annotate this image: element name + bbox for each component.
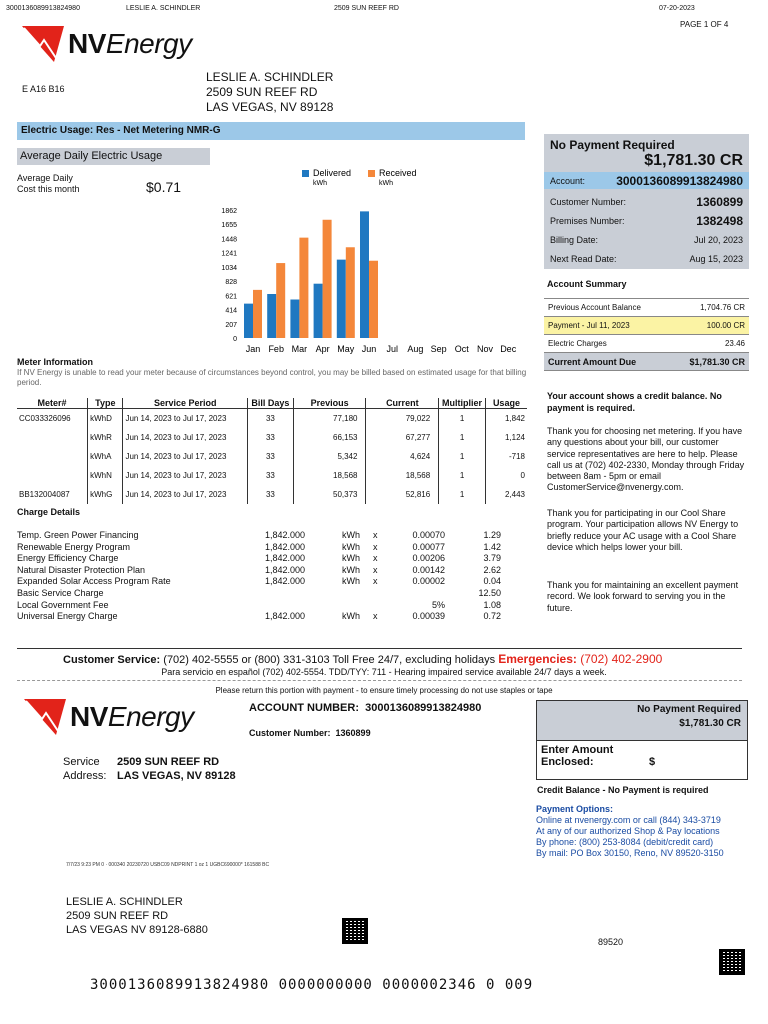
avg-daily-heading: Average Daily Electric Usage bbox=[17, 148, 210, 165]
summary-amount: $1,781.30 CR bbox=[644, 152, 743, 169]
charge-label: Energy Efficiency Charge bbox=[17, 553, 119, 564]
col-type: Type bbox=[88, 398, 123, 409]
x-tick-label: Apr bbox=[315, 344, 330, 354]
meter-cell: Jun 14, 2023 to Jul 17, 2023 bbox=[123, 428, 248, 447]
meter-cell: BB132004087 bbox=[19, 489, 70, 499]
charge-unit: kWh bbox=[342, 541, 360, 552]
return-note: Please return this portion with payment - to ensure timely processing do not use staples or tape bbox=[215, 686, 553, 695]
y-tick-label: 1241 bbox=[221, 250, 237, 258]
stub-payment-header bbox=[537, 701, 747, 741]
charge-rate: 0.00077 bbox=[412, 541, 445, 552]
summary-detail-row bbox=[550, 211, 743, 230]
y-tick-label: 1448 bbox=[221, 236, 237, 244]
summary-detail-row bbox=[550, 230, 743, 249]
x-tick-label: Nov bbox=[476, 344, 494, 354]
meter-cell: 1 bbox=[439, 466, 486, 485]
avg-daily-label-1: Average Daily bbox=[17, 173, 73, 183]
charge-label: Local Government Fee bbox=[17, 599, 109, 610]
col-usage: Usage bbox=[485, 398, 527, 409]
summary-box bbox=[544, 134, 749, 269]
charge-qty: 1,842.000 bbox=[264, 611, 305, 622]
charge-qty: 1,842.000 bbox=[264, 564, 305, 575]
account-summary-table bbox=[544, 298, 749, 371]
tear-line bbox=[17, 680, 742, 681]
stub-credit-note: Credit Balance - No Payment is required bbox=[537, 785, 709, 795]
payment-option: Online at nvenergy.com or call (844) 343-3719 bbox=[536, 815, 721, 825]
bar-delivered bbox=[244, 304, 253, 338]
meter-cell: 18,568 bbox=[366, 466, 439, 485]
header-name: LESLIE A. SCHINDLER bbox=[126, 5, 201, 12]
meter-table-row bbox=[17, 409, 527, 428]
meter-cell: 33 bbox=[248, 447, 294, 466]
charge-amount: 0.04 bbox=[483, 576, 501, 587]
meter-cell: kWhN bbox=[88, 466, 123, 485]
meter-cell: 4,624 bbox=[366, 447, 439, 466]
meter-table bbox=[17, 398, 527, 504]
meter-table-row bbox=[17, 466, 527, 485]
stub-logo-triangle-icon bbox=[22, 697, 68, 737]
charge-rate: 5% bbox=[431, 599, 445, 610]
bar-received bbox=[299, 238, 308, 338]
charge-unit: kWh bbox=[342, 530, 360, 540]
legend-received-swatch bbox=[368, 170, 375, 177]
charge-unit: kWh bbox=[342, 553, 360, 564]
charge-unit: kWh bbox=[342, 564, 360, 575]
y-tick-label: 0 bbox=[233, 336, 237, 343]
meter-cell: kWhR bbox=[88, 428, 123, 447]
payment-option: At any of our authorized Shop & Pay locations bbox=[536, 826, 720, 836]
stub-account-number-line bbox=[249, 702, 481, 714]
x-tick-label: May bbox=[337, 344, 355, 354]
summary-detail-label: Customer Number: bbox=[550, 196, 627, 207]
meter-cell: Jun 14, 2023 to Jul 17, 2023 bbox=[123, 409, 248, 428]
meter-cell: 1 bbox=[439, 447, 486, 466]
mailing-name: LESLIE A. SCHINDLER bbox=[206, 70, 334, 84]
col-meter: Meter# bbox=[17, 398, 88, 409]
meter-cell bbox=[17, 447, 88, 466]
bar-received bbox=[253, 290, 262, 338]
col-current: Current bbox=[366, 398, 439, 409]
payment-options-list bbox=[536, 815, 724, 859]
cool-share-message: Thank you for participating in our Cool Share program. Your participation allows NV Energy to briefly reduce your AC usage with a Cool Share device which helps lower your bill. bbox=[547, 508, 739, 552]
stub-enter-amount[interactable] bbox=[537, 741, 747, 771]
charge-x: x bbox=[373, 576, 378, 587]
stub-logo-nv-text: NV bbox=[70, 701, 108, 732]
meter-table-row bbox=[17, 485, 527, 504]
charge-rate: 0.00002 bbox=[412, 576, 445, 587]
stub-service-address bbox=[63, 755, 236, 783]
emergencies-label: Emergencies: bbox=[498, 652, 577, 666]
bar-delivered bbox=[314, 284, 323, 338]
y-tick-label: 1862 bbox=[221, 208, 237, 215]
meter-cell: 33 bbox=[248, 428, 294, 447]
summary-detail-row bbox=[550, 249, 743, 268]
bar-delivered bbox=[267, 294, 276, 338]
y-tick-label: 414 bbox=[225, 307, 237, 315]
logo-nv-text: NV bbox=[68, 28, 106, 59]
charge-x: x bbox=[373, 541, 378, 552]
meter-cell: Jun 14, 2023 to Jul 17, 2023 bbox=[123, 447, 248, 466]
charge-label: Temp. Green Power Financing bbox=[17, 530, 139, 540]
stub-logo-energy-text: Energy bbox=[107, 701, 194, 732]
header-account-ref: 3000136089913824980 bbox=[6, 5, 80, 12]
charge-row bbox=[17, 530, 527, 542]
meter-cell: 33 bbox=[248, 485, 294, 504]
meter-cell: 52,816 bbox=[366, 485, 439, 504]
summary-detail-row bbox=[550, 192, 743, 211]
bar-received bbox=[369, 261, 378, 338]
legend-delivered-label: Delivered bbox=[313, 168, 352, 178]
meter-cell: Jun 14, 2023 to Jul 17, 2023 bbox=[123, 466, 248, 485]
meter-info-heading: Meter Information bbox=[17, 357, 94, 367]
stub-service-city: LAS VEGAS, NV 89128 bbox=[117, 770, 236, 782]
electric-charges-label: Electric Charges bbox=[548, 339, 607, 348]
mailing-street: 2509 SUN REEF RD bbox=[206, 85, 318, 99]
summary-account-number: 3000136089913824980 bbox=[616, 173, 743, 188]
qr-code-icon bbox=[342, 918, 368, 944]
charge-row bbox=[17, 588, 527, 600]
summary-detail-label: Next Read Date: bbox=[550, 253, 617, 264]
charge-x: x bbox=[373, 611, 378, 622]
charge-row bbox=[17, 565, 527, 577]
meter-cell: kWhD bbox=[88, 409, 123, 428]
charge-qty: 1,842.000 bbox=[264, 553, 305, 564]
summary-account-row bbox=[544, 172, 749, 189]
charge-rate: 0.00070 bbox=[412, 530, 445, 540]
charge-rate: 0.00039 bbox=[412, 611, 445, 622]
header-date: 07-20-2023 bbox=[659, 5, 695, 12]
summary-row-previous bbox=[544, 299, 749, 317]
payment-option: By mail: PO Box 30150, Reno, NV 89520-3150 bbox=[536, 848, 724, 858]
payment-option: By phone: (800) 253-8084 (debit/credit card) bbox=[536, 837, 714, 847]
col-previous: Previous bbox=[293, 398, 366, 409]
enter-amount-label bbox=[541, 744, 649, 768]
charge-label: Universal Energy Charge bbox=[17, 611, 118, 622]
summary-row-payment bbox=[544, 317, 749, 335]
page-number: PAGE 1 OF 4 bbox=[680, 20, 729, 29]
charge-amount: 12.50 bbox=[478, 587, 501, 598]
charge-label: Expanded Solar Access Program Rate bbox=[17, 576, 171, 587]
meter-cell: 18,568 bbox=[293, 466, 366, 485]
meter-table-header bbox=[17, 398, 527, 409]
dollar-sign: $ bbox=[649, 756, 656, 768]
summary-detail-value: Jul 20, 2023 bbox=[693, 234, 743, 245]
x-tick-label: Dec bbox=[500, 344, 517, 354]
x-tick-label: Jan bbox=[245, 344, 261, 354]
stub-service-street: 2509 SUN REEF RD bbox=[117, 756, 220, 768]
emergencies bbox=[498, 652, 662, 666]
logo-energy-text: Energy bbox=[105, 28, 192, 59]
net-metering-message: Thank you for choosing net metering. If you have any questions about your bill, our customer service representatives are here to help. Please call us at (702) 402-2330, Monday through Friday between 8am - 5pm or email CustomerService@nvenergy.com. bbox=[547, 426, 745, 493]
legend-delivered-swatch bbox=[302, 170, 309, 177]
charge-row bbox=[17, 600, 527, 612]
avg-daily-label-2: Cost this month bbox=[17, 184, 80, 194]
bar-delivered bbox=[360, 211, 369, 338]
meter-cell: 33 bbox=[248, 409, 294, 428]
emergencies-number: (702) 402-2900 bbox=[580, 652, 663, 666]
bar-received bbox=[346, 247, 355, 338]
stub-account-label: ACCOUNT NUMBER: bbox=[249, 702, 359, 714]
prev-balance-value: 1,704.76 CR bbox=[700, 303, 745, 312]
meter-table-row bbox=[17, 447, 527, 466]
meter-cell: 77,180 bbox=[293, 409, 366, 428]
stub-service-label: Service bbox=[63, 756, 100, 768]
usage-title-bar: Electric Usage: Res - Net Metering NMR-G bbox=[17, 122, 525, 140]
legend-received-label: Received bbox=[379, 168, 417, 178]
charge-row bbox=[17, 576, 527, 588]
meter-cell: 67,277 bbox=[366, 428, 439, 447]
mailing-code: E A16 B16 bbox=[22, 84, 65, 94]
col-bill-days: Bill Days bbox=[248, 398, 294, 409]
enter-amount-line2: Enclosed: bbox=[541, 756, 594, 768]
stub-mail-name: LESLIE A. SCHINDLER bbox=[66, 896, 183, 908]
customer-service-line bbox=[63, 652, 662, 666]
meter-cell: 5,342 bbox=[293, 447, 366, 466]
scan-line: 3000136089913824980 0000000000 0000002346 0 009 bbox=[90, 977, 534, 993]
charge-amount: 1.29 bbox=[483, 530, 501, 540]
y-tick-label: 1655 bbox=[221, 222, 237, 230]
stub-box-amount: $1,781.30 CR bbox=[679, 718, 741, 729]
meter-cell: Jun 14, 2023 to Jul 17, 2023 bbox=[123, 485, 248, 504]
bar-received bbox=[323, 220, 332, 338]
meter-cell: 2,443 bbox=[485, 485, 527, 504]
electric-charges-value: 23.46 bbox=[724, 339, 745, 348]
stub-mail-street: 2509 SUN REEF RD bbox=[66, 910, 169, 922]
credit-message: Your account shows a credit balance. No payment is required. bbox=[547, 391, 722, 413]
col-multiplier: Multiplier bbox=[439, 398, 486, 409]
charge-x: x bbox=[373, 564, 378, 575]
charge-row bbox=[17, 553, 527, 565]
x-tick-label: Sep bbox=[430, 344, 447, 354]
charge-unit: kWh bbox=[342, 611, 360, 622]
meter-cell: 66,153 bbox=[293, 428, 366, 447]
legend-received-unit: kWh bbox=[379, 180, 393, 187]
x-tick-label: Aug bbox=[407, 344, 424, 354]
bar-received bbox=[276, 263, 285, 338]
nv-energy-logo bbox=[20, 24, 192, 64]
amount-due-label: Current Amount Due bbox=[548, 356, 637, 367]
charge-x: x bbox=[373, 530, 378, 540]
summary-detail-value: Aug 15, 2023 bbox=[689, 253, 743, 264]
qr-code-2-icon bbox=[719, 949, 745, 975]
charge-details-heading: Charge Details bbox=[17, 507, 81, 517]
customer-service-label: Customer Service: bbox=[63, 654, 161, 666]
summary-detail-label: Premises Number: bbox=[550, 215, 625, 226]
meter-cell: -718 bbox=[485, 447, 527, 466]
stub-box-title: No Payment Required bbox=[637, 704, 741, 715]
amount-due-value: $1,781.30 CR bbox=[689, 356, 745, 367]
charge-label: Natural Disaster Protection Plan bbox=[17, 564, 146, 575]
payment-label: Payment - Jul 11, 2023 bbox=[548, 321, 630, 330]
col-service-period: Service Period bbox=[123, 398, 248, 409]
meter-cell: 1,124 bbox=[485, 428, 527, 447]
logo-triangle-icon bbox=[20, 24, 66, 64]
mailing-city: LAS VEGAS, NV 89128 bbox=[206, 100, 334, 114]
bar-delivered bbox=[337, 260, 346, 338]
meter-cell: 1 bbox=[439, 428, 486, 447]
avg-daily-label bbox=[17, 173, 80, 195]
x-tick-label: Jul bbox=[386, 344, 398, 354]
avg-daily-value: $0.71 bbox=[146, 179, 182, 195]
stub-nv-energy-logo bbox=[22, 697, 194, 737]
charge-qty: 1,842.000 bbox=[264, 576, 305, 587]
header-address: 2509 SUN REEF RD bbox=[334, 5, 399, 12]
meter-info-note: If NV Energy is unable to read your meter because of circumstances beyond control, you may be billed based on estimated usage for that billing period. bbox=[17, 368, 527, 387]
stub-customer-label: Customer Number: bbox=[249, 728, 331, 738]
charge-amount: 3.79 bbox=[483, 553, 501, 564]
y-tick-label: 621 bbox=[225, 293, 237, 301]
summary-title: No Payment Required bbox=[550, 138, 675, 152]
charge-qty: 1,842.000 bbox=[264, 530, 305, 540]
payment-record-message: Thank you for maintaining an excellent payment record. We look forward to serving you in the future. bbox=[547, 580, 739, 613]
x-tick-label: Jun bbox=[361, 344, 377, 354]
meter-table-row bbox=[17, 428, 527, 447]
meter-cell bbox=[17, 466, 88, 485]
charge-amount: 1.42 bbox=[483, 541, 501, 552]
summary-row-electric bbox=[544, 335, 749, 353]
charge-amount: 0.72 bbox=[483, 611, 501, 622]
charge-qty: 1,842.000 bbox=[264, 541, 305, 552]
meter-cell bbox=[17, 428, 88, 447]
bar-delivered bbox=[290, 300, 299, 338]
meter-cell: CC033326096 bbox=[19, 413, 71, 423]
stub-zip: 89520 bbox=[598, 937, 624, 947]
charge-amount: 1.08 bbox=[483, 599, 501, 610]
charge-details-list bbox=[17, 530, 527, 623]
meter-cell: 33 bbox=[248, 466, 294, 485]
summary-detail-label: Billing Date: bbox=[550, 234, 599, 245]
meter-cell: 1 bbox=[439, 409, 486, 428]
spanish-service-line: Para servicio en español (702) 402-5554. TDD/TYY: 711 - Hearing impaired service available 24/7 days a week. bbox=[161, 667, 607, 677]
print-code: 7/7/23 9:23 PM 0 · 000340 20230720 USBC09 NDPRINT 1 oz 1 UGBC690000* 161588 BC bbox=[66, 862, 270, 868]
meter-cell: 1 bbox=[439, 485, 486, 504]
charge-unit: kWh bbox=[342, 576, 360, 587]
charge-label: Renewable Energy Program bbox=[17, 541, 131, 552]
mailing-address bbox=[206, 70, 333, 115]
charge-rate: 0.00142 bbox=[412, 564, 445, 575]
customer-service-numbers: (702) 402-5555 or (800) 331-3103 Toll Free 24/7, excluding holidays bbox=[163, 654, 496, 666]
charge-amount: 2.62 bbox=[483, 564, 501, 575]
stub-customer-number-line bbox=[249, 728, 371, 738]
payment-options-title: Payment Options: bbox=[536, 804, 614, 814]
usage-bar-chart bbox=[210, 160, 530, 360]
charge-label: Basic Service Charge bbox=[17, 587, 104, 598]
account-summary-heading: Account Summary bbox=[547, 279, 627, 289]
stub-address-label: Address: bbox=[63, 770, 107, 782]
charge-row bbox=[17, 611, 527, 623]
summary-row-due bbox=[544, 353, 749, 371]
summary-detail-value: 1360899 bbox=[696, 194, 743, 209]
divider-top bbox=[17, 648, 742, 649]
enter-amount-line1: Enter Amount bbox=[541, 744, 614, 756]
meter-cell: kWhG bbox=[88, 485, 123, 504]
stub-account-number: 3000136089913824980 bbox=[365, 702, 482, 714]
charge-x: x bbox=[373, 553, 378, 564]
meter-cell: 0 bbox=[485, 466, 527, 485]
stub-mail-city: LAS VEGAS NV 89128-6880 bbox=[66, 924, 208, 936]
x-tick-label: Mar bbox=[291, 344, 308, 354]
legend-delivered-unit: kWh bbox=[313, 180, 327, 187]
payment-value: 100.00 CR bbox=[706, 321, 745, 330]
y-tick-label: 207 bbox=[225, 321, 237, 329]
stub-payment-box bbox=[536, 700, 748, 780]
meter-cell: 79,022 bbox=[366, 409, 439, 428]
meter-cell: 50,373 bbox=[293, 485, 366, 504]
meter-cell: 1,842 bbox=[485, 409, 527, 428]
summary-detail-value: 1382498 bbox=[696, 213, 743, 228]
prev-balance-label: Previous Account Balance bbox=[548, 303, 641, 312]
y-tick-label: 828 bbox=[225, 279, 237, 287]
stub-customer-number: 1360899 bbox=[335, 728, 371, 738]
x-tick-label: Feb bbox=[268, 344, 284, 354]
summary-account-label: Account: bbox=[550, 175, 586, 186]
x-tick-label: Oct bbox=[454, 344, 469, 354]
meter-cell: kWhA bbox=[88, 447, 123, 466]
charge-row bbox=[17, 542, 527, 554]
y-tick-label: 1034 bbox=[221, 264, 237, 272]
stub-mailing-address bbox=[66, 895, 208, 937]
charge-rate: 0.00206 bbox=[412, 553, 445, 564]
